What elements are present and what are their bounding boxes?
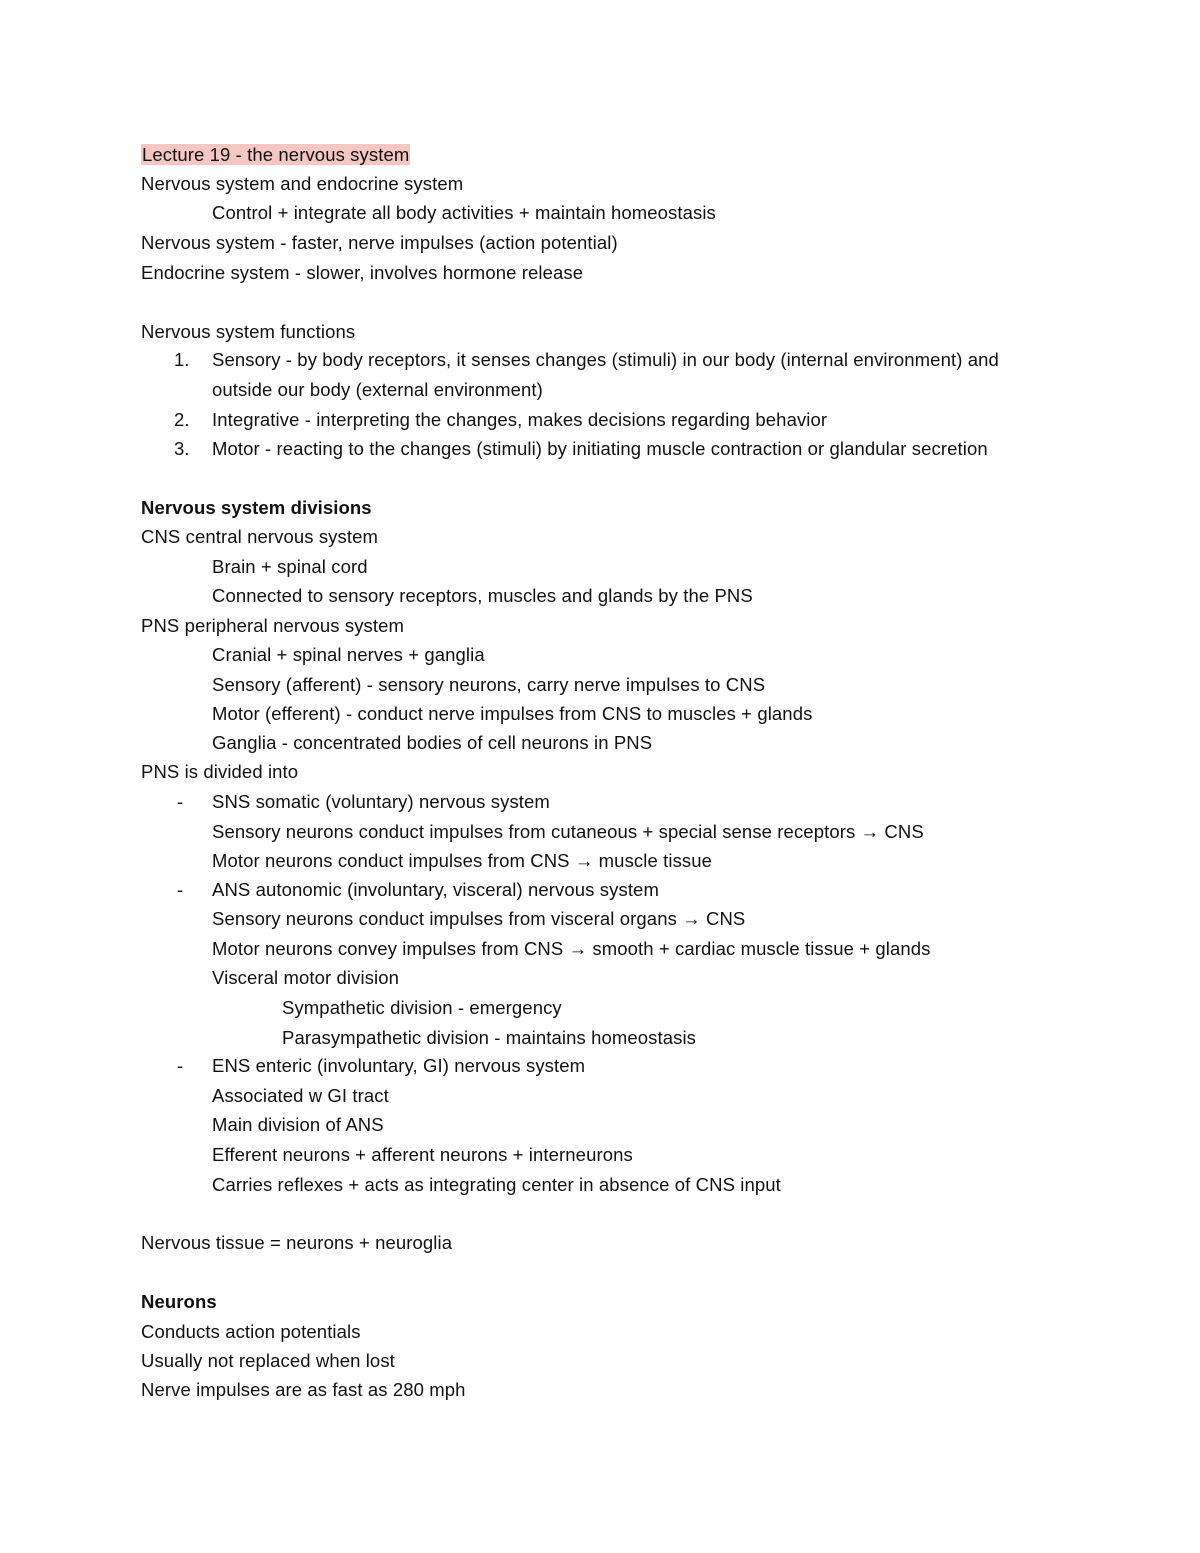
title-highlight: Lecture 19 - the nervous system (142, 144, 410, 165)
intro-line: Control + integrate all body activities + maintain homeostasis (212, 202, 716, 223)
cns-item: Brain + spinal cord (212, 556, 368, 577)
ens-item: Carries reflexes + acts as integrating center in absence of CNS input (212, 1174, 781, 1195)
ens-title: ENS enteric (involuntary, GI) nervous system (212, 1055, 586, 1076)
function-item: Integrative - interpreting the changes, makes decisions regarding behavior (212, 409, 828, 430)
cns-item: Connected to sensory receptors, muscles and glands by the PNS (212, 585, 753, 606)
ans-title: ANS autonomic (involuntary, visceral) nervous system (212, 879, 659, 900)
ans-item: Sensory neurons conduct impulses from visceral organs → CNS (212, 908, 746, 929)
ans-sub-item: Parasympathetic division - maintains homeostasis (282, 1027, 697, 1048)
intro-line: Nervous system and endocrine system (141, 173, 464, 194)
ens-item: Main division of ANS (212, 1114, 384, 1135)
pns-item: Motor (efferent) - conduct nerve impulses from CNS to muscles + glands (212, 703, 813, 724)
cns-line: CNS central nervous system (141, 526, 379, 547)
ans-item: Visceral motor division (212, 967, 400, 988)
sns-item: Sensory neurons conduct impulses from cutaneous + special sense receptors → CNS (212, 821, 924, 842)
dash-bullet: - (177, 791, 184, 812)
intro-line: Nervous system - faster, nerve impulses (action potential) (141, 232, 618, 253)
function-item: Motor - reacting to the changes (stimuli) by initiating muscle contraction or glandular secretion (212, 438, 988, 459)
list-number: 3. (174, 438, 190, 459)
pns-line: PNS peripheral nervous system (141, 615, 405, 636)
list-number: 1. (174, 349, 190, 370)
ans-sub-item: Sympathetic division - emergency (282, 997, 562, 1018)
pns-divided-line: PNS is divided into (141, 761, 299, 782)
lecture-title (141, 143, 410, 167)
neurons-heading: Neurons (141, 1291, 217, 1312)
pns-item: Ganglia - concentrated bodies of cell neurons in PNS (212, 732, 653, 753)
neurons-item: Conducts action potentials (141, 1321, 361, 1342)
ans-item: Motor neurons convey impulses from CNS → smooth + cardiac muscle tissue + glands (212, 938, 931, 959)
pns-item: Cranial + spinal nerves + ganglia (212, 644, 485, 665)
intro-line: Endocrine system - slower, involves hormone release (141, 262, 584, 283)
ens-item: Associated w GI tract (212, 1085, 389, 1106)
function-item-continued: outside our body (external environment) (212, 379, 543, 400)
pns-item: Sensory (afferent) - sensory neurons, carry nerve impulses to CNS (212, 674, 766, 695)
function-item: Sensory - by body receptors, it senses changes (stimuli) in our body (internal environment) and (212, 349, 999, 370)
dash-bullet: - (177, 879, 184, 900)
functions-heading: Nervous system functions (141, 321, 356, 342)
neurons-item: Nerve impulses are as fast as 280 mph (141, 1379, 466, 1400)
sns-item: Motor neurons conduct impulses from CNS → muscle tissue (212, 850, 713, 871)
neurons-item: Usually not replaced when lost (141, 1350, 395, 1371)
tissue-line: Nervous tissue = neurons + neuroglia (141, 1232, 453, 1253)
list-number: 2. (174, 409, 190, 430)
ens-item: Efferent neurons + afferent neurons + interneurons (212, 1144, 633, 1165)
sns-title: SNS somatic (voluntary) nervous system (212, 791, 550, 812)
divisions-heading: Nervous system divisions (141, 497, 372, 518)
dash-bullet: - (177, 1055, 184, 1076)
